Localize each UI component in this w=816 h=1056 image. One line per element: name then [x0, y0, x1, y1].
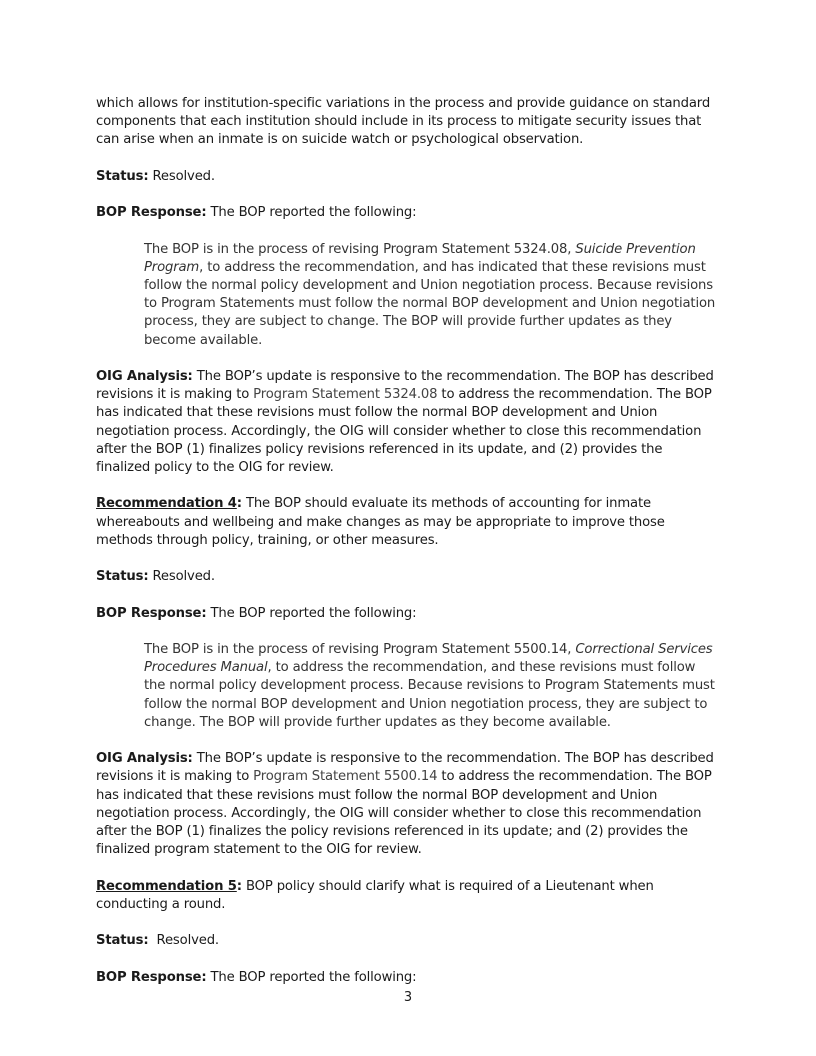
bop-response-label: BOP Response:: [96, 205, 207, 221]
quote-text-a: The BOP is in the process of revising Program Statement 5324.08,: [144, 241, 576, 257]
recommendation-4-text: The BOP should evaluate its methods of accounting for inmate whereabouts and wellbeing and make changes as may be appropriate to improve those methods through policy, training, or other measures.: [96, 496, 665, 548]
recommendation-5-heading: [96, 879, 242, 894]
recommendation-colon: :: [236, 878, 242, 894]
analysis-text-a: The BOP’s update is responsive to the recommendation. The BOP has described revisions it is making to: [96, 368, 714, 403]
recommendation-5-label: Recommendation 5: [96, 878, 237, 894]
program-statement-reference: Program Statement 5500.14: [253, 769, 438, 785]
rec4-response-quote: [144, 641, 718, 732]
quote-text-b: , to address the recommendation, and has indicated that these revisions must follow the normal policy development and Union negotiation process. Because revisions to Program Statements must follow the normal BOP development and Union negotiation process, they are subject to change. The BOP will provide further updates as they become available.: [144, 259, 716, 348]
intro-text: which allows for institution-specific variations in the process and provide guidance on standard components that each institution should include in its process to mitigate security issues that can arise when an inmate is on suicide watch or psychological observation.: [96, 96, 711, 148]
recommendation-5-text: BOP policy should clarify what is required of a Lieutenant when conducting a round.: [96, 878, 654, 912]
rec5-status: [96, 932, 718, 950]
quote-policy-title: Suicide Prevention Program: [144, 241, 696, 275]
rec4-oig-analysis: [96, 750, 718, 859]
recommendation-5: [96, 878, 718, 914]
status-value: Resolved.: [148, 569, 215, 585]
rec4-bop-response: [96, 605, 718, 623]
bop-response-text: The BOP reported the following:: [206, 969, 417, 985]
bop-response-label: BOP Response:: [96, 969, 207, 985]
bop-response-label: BOP Response:: [96, 605, 207, 621]
quote-manual-title: Correctional Services Procedures Manual: [144, 641, 713, 676]
status-label: Status:: [96, 168, 149, 184]
intro-paragraph: [96, 95, 718, 150]
status-value: Resolved.: [148, 168, 215, 184]
rec4-status: [96, 568, 718, 586]
status-value: Resolved.: [148, 933, 219, 949]
recommendation-4-label: Recommendation 4: [96, 496, 237, 512]
bop-response-text: The BOP reported the following:: [206, 205, 417, 221]
recommendation-4: [96, 495, 718, 550]
page-number: 3: [403, 990, 413, 1005]
rec3-oig-analysis: [96, 368, 718, 477]
rec3-bop-response: [96, 204, 718, 222]
document-body: [96, 95, 718, 1005]
quote-text-a: The BOP is in the process of revising Program Statement 5500.14,: [144, 641, 576, 657]
recommendation-colon: :: [236, 496, 242, 512]
quote-text-b: , to address the recommendation, and these revisions must follow the normal policy development process. Because revisions to Program Statements must follow the normal BOP development and Union negotiation process, they are subject to change. The BOP will provide further updates as they become available.: [144, 660, 715, 730]
oig-analysis-label: OIG Analysis:: [96, 751, 193, 767]
recommendation-4-heading: [96, 496, 242, 511]
rec5-bop-response: [96, 969, 718, 987]
oig-analysis-label: OIG Analysis:: [96, 368, 193, 384]
program-statement-reference: Program Statement 5324.08: [253, 387, 438, 403]
rec3-status: [96, 168, 718, 186]
status-label: Status:: [96, 933, 149, 949]
analysis-text-b: to address the recommendation. The BOP has indicated that these revisions must follow the normal BOP development and Union negotiation process. Accordingly, the OIG will consider whether to close this recommendation after the BOP (1) finalizes policy revisions referenced in its update, and (2) provides the finalized policy to the OIG for review.: [96, 387, 712, 475]
analysis-text-a: The BOP’s update is responsive to the recommendation. The BOP has described revisions it is making to: [96, 751, 714, 785]
rec3-response-quote: [144, 241, 718, 350]
status-label: Status:: [96, 569, 149, 585]
bop-response-text: The BOP reported the following:: [206, 605, 417, 621]
analysis-text-b: to address the recommendation. The BOP has indicated that these revisions must follow the normal BOP development and Union negotiation process. Accordingly, the OIG will consider whether to close this recommendation after the BOP (1) finalizes the policy revisions referenced in its update; and (2) provides the finalized program statement to the OIG for review.: [96, 769, 712, 858]
